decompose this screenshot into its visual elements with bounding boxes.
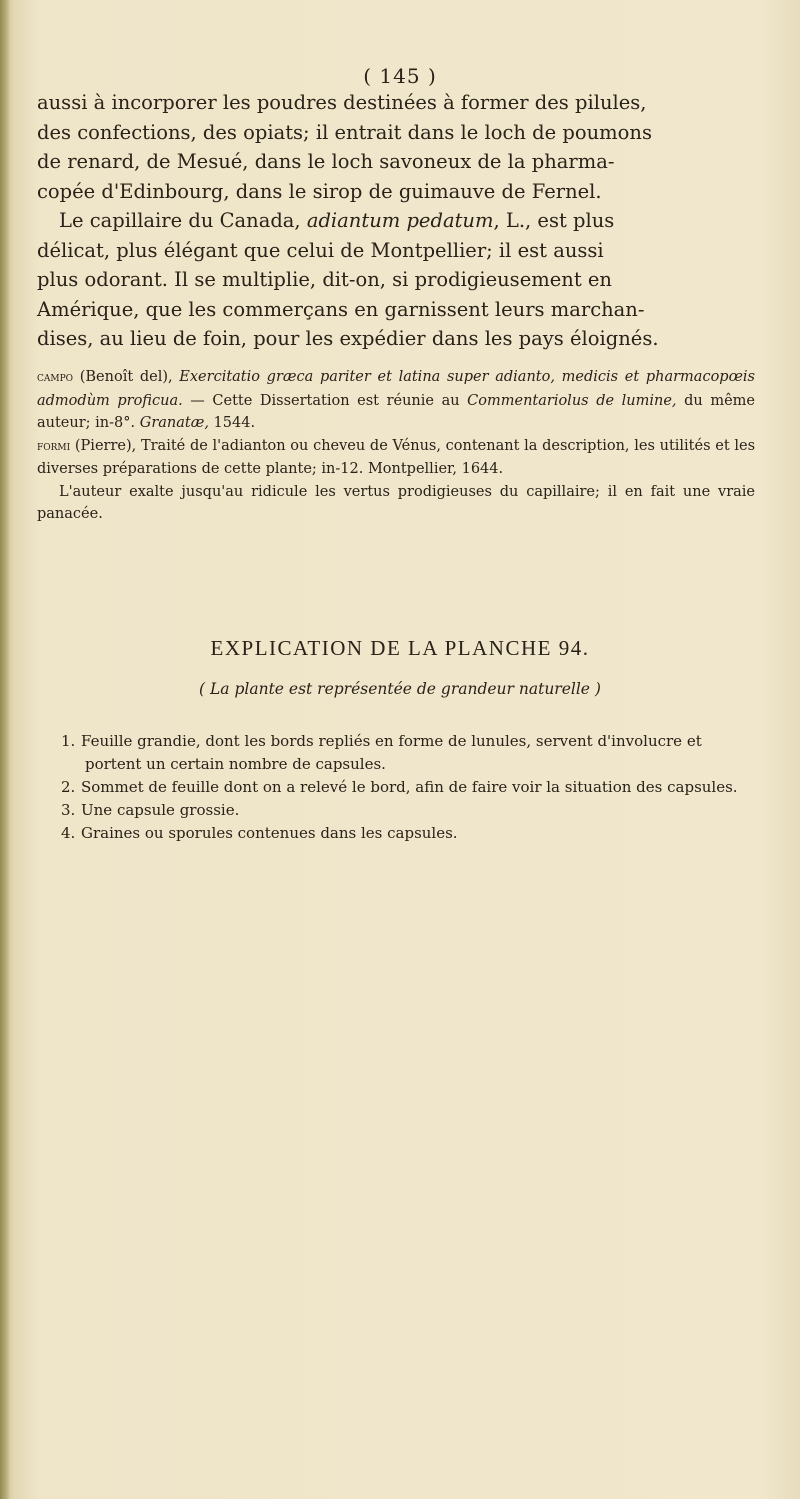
paragraph-2-intro-end: , L., est plus	[493, 209, 615, 232]
paragraph-2-line-3: plus odorant. Il se multiplie, dit-on, si prodigieusement en	[37, 268, 612, 291]
list-item	[61, 799, 750, 822]
paragraph-2	[37, 206, 772, 354]
list-item	[61, 730, 750, 776]
reference-place: Granatæ,	[139, 415, 209, 431]
main-text	[37, 88, 772, 354]
paragraph-2-line-2: délicat, plus élégant que celui de Montpellier; il est aussi	[37, 238, 604, 262]
list-item-text: Une capsule grossie.	[81, 801, 240, 819]
paragraph-1-line-2: des confections, des opiats; il entrait dans le loch de poumons	[37, 120, 652, 144]
paragraph-2-line-4: Amérique, que les commerçans en garnissent leurs marchan-	[37, 297, 645, 321]
list-item	[61, 822, 750, 845]
paragraph-2-line-1	[37, 206, 772, 236]
reference-author-firstname: (Pierre),	[74, 437, 141, 454]
reference-text-2: du même auteur; in-8°.	[37, 392, 756, 431]
list-item-number: 3.	[61, 801, 76, 819]
list-item-number: 4.	[61, 824, 76, 842]
reference-author: formi	[37, 438, 71, 454]
plate-legend-list	[61, 730, 750, 845]
reference-text: — Cette Dissertation est réunie au	[182, 392, 468, 409]
paragraph-1-line-3: de renard, de Mesué, dans le loch savoneux de la pharma-	[37, 150, 615, 173]
reference-title: Exercitatio græca pariter et latina super adianto, medicis et pharmacopœis admodùm proficua.	[37, 369, 755, 409]
page-number: ( 145 )	[363, 64, 437, 88]
plate-subheading: ( La plante est représentée de grandeur naturelle )	[199, 680, 601, 698]
reference-year: 1544.	[208, 415, 256, 431]
reference-title-2: Commentariolus de lumine,	[467, 392, 677, 409]
reference-formi	[37, 435, 755, 481]
paragraph-1	[37, 88, 772, 206]
list-item-number: 2.	[61, 778, 76, 796]
list-item-text: Feuille grandie, dont les bords repliés en forme de lunules, servent d'involucre et portent un certain nombre de capsules.	[81, 732, 702, 773]
paragraph-2-line-5: dises, au lieu de foin, pour les expédier dans les pays éloignés.	[37, 327, 659, 350]
reference-note: L'auteur exalte jusqu'au ridicule les vertus prodigieuses du capillaire; il en fait une vraie panacée.	[37, 483, 755, 522]
reference-author: campo	[37, 370, 74, 385]
reference-text: Traité de l'adianton ou cheveu de Vénus, contenant la description, les utilités et les diverses préparations de cette plante; in-12. Montpellier, 1644.	[37, 437, 756, 477]
plate-heading: EXPLICATION DE LA PLANCHE 94.	[210, 636, 590, 660]
page-binding-edge	[0, 0, 10, 1499]
list-item	[61, 776, 750, 799]
bibliography	[37, 366, 755, 526]
reference-author-firstname: (Benoît del),	[79, 369, 180, 385]
list-item-text: Sommet de feuille dont on a relevé le bord, afin de faire voir la situation des capsules.	[81, 778, 738, 796]
paragraph-1-line-4: copée d'Edinbourg, dans le sirop de guimauve de Fernel.	[37, 179, 602, 203]
reference-campo	[37, 366, 755, 435]
list-item-number: 1.	[61, 732, 76, 750]
paragraph-1-line-1: aussi à incorporer les poudres destinées à former des pilules,	[37, 91, 647, 114]
species-name: adiantum pedatum	[306, 209, 494, 232]
paragraph-2-intro: Le capillaire du Canada,	[59, 209, 307, 232]
list-item-text: Graines ou sporules contenues dans les capsules.	[81, 824, 458, 842]
